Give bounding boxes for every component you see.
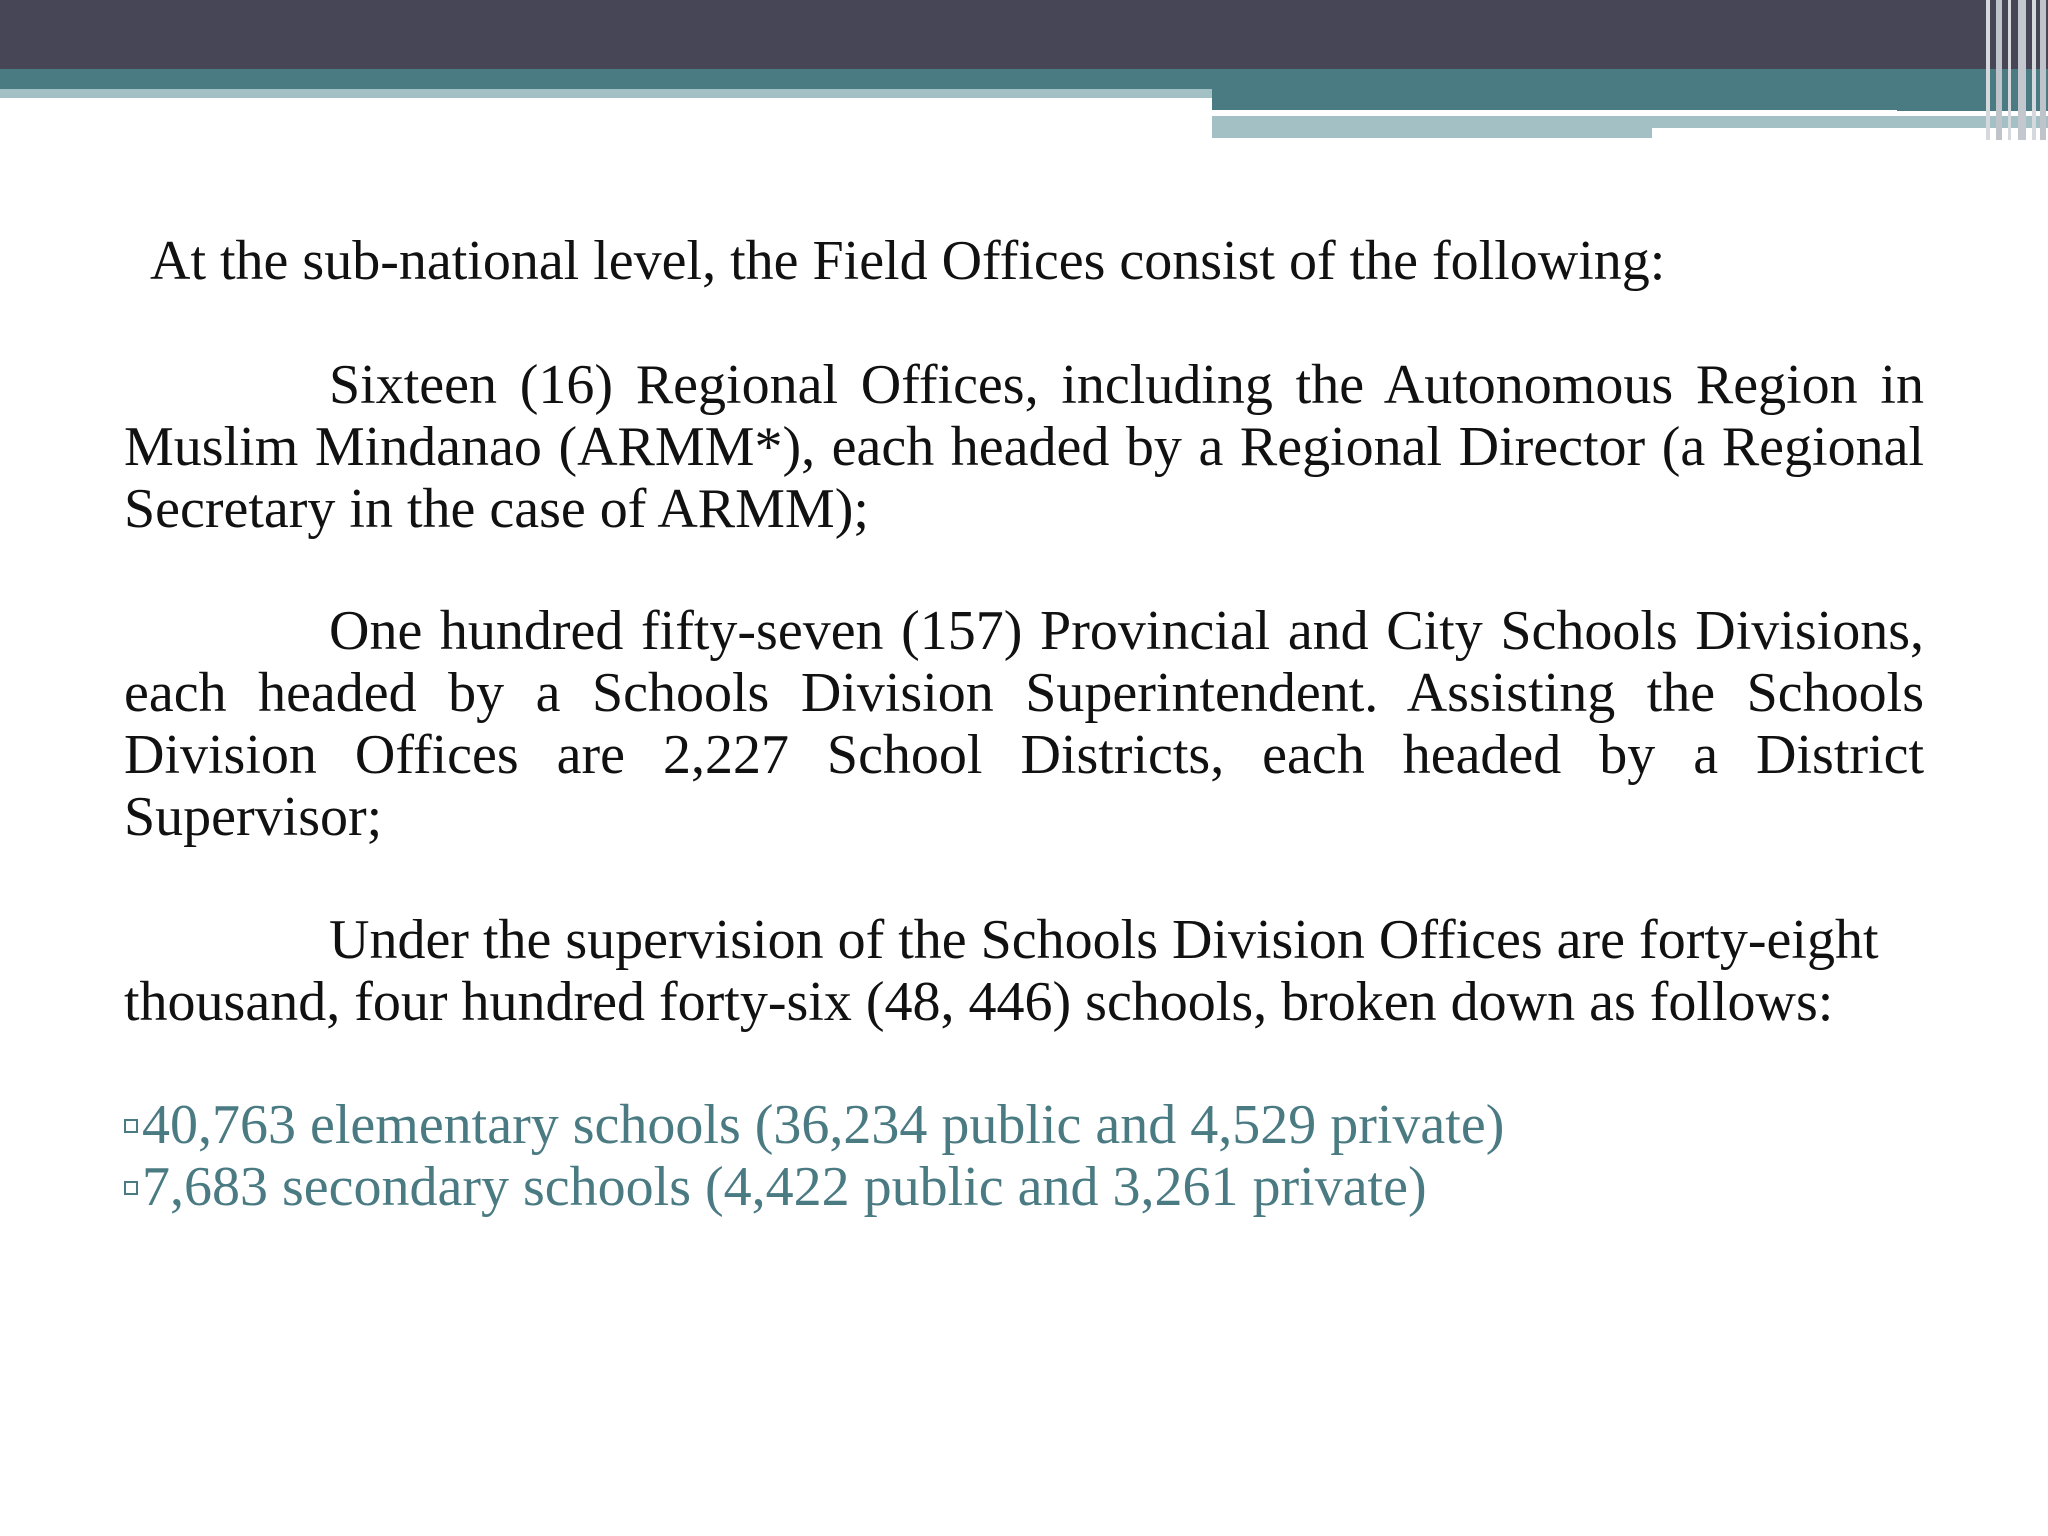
header-right-stripes [1986,0,2048,140]
paragraph-schools-count: Under the supervision of the Schools Division Offices are forty-eight thousand, four hundred forty-six (48, 446) schools, broken down as follows: [124,909,1879,1033]
school-breakdown-list [124,1094,1924,1218]
header-teal-band [0,69,2048,89]
header-light-band-left [0,89,1212,98]
list-item [124,1094,1924,1156]
header-dark-band [0,0,2048,69]
header-teal-block-right [1212,89,2048,111]
bullet-elementary: 40,763 elementary schools (36,234 public and 4,529 private) [142,1094,1505,1156]
square-bullet-icon [124,1119,138,1133]
header-light-band-right-lower [1212,128,1652,138]
paragraph-schools-divisions: One hundred fifty-seven (157) Provincial and City Schools Divisions, each headed by a Schools Division Superintendent. Assisting the Schools Division Offices are 2,227 School Districts, each headed by a District Supervisor; [124,600,1924,848]
intro-text: At the sub-national level, the Field Offices consist of the following: [150,230,1666,292]
list-item [124,1156,1924,1218]
paragraph-regional-offices: Sixteen (16) Regional Offices, including the Autonomous Region in Muslim Mindanao (ARMM*), each headed by a Regional Director (a Regional Secretary in the case of ARMM); [124,354,1924,540]
square-bullet-icon [124,1181,138,1195]
header-light-band-right [1212,116,2048,128]
bullet-secondary: 7,683 secondary schools (4,422 public and 3,261 private) [142,1156,1427,1218]
